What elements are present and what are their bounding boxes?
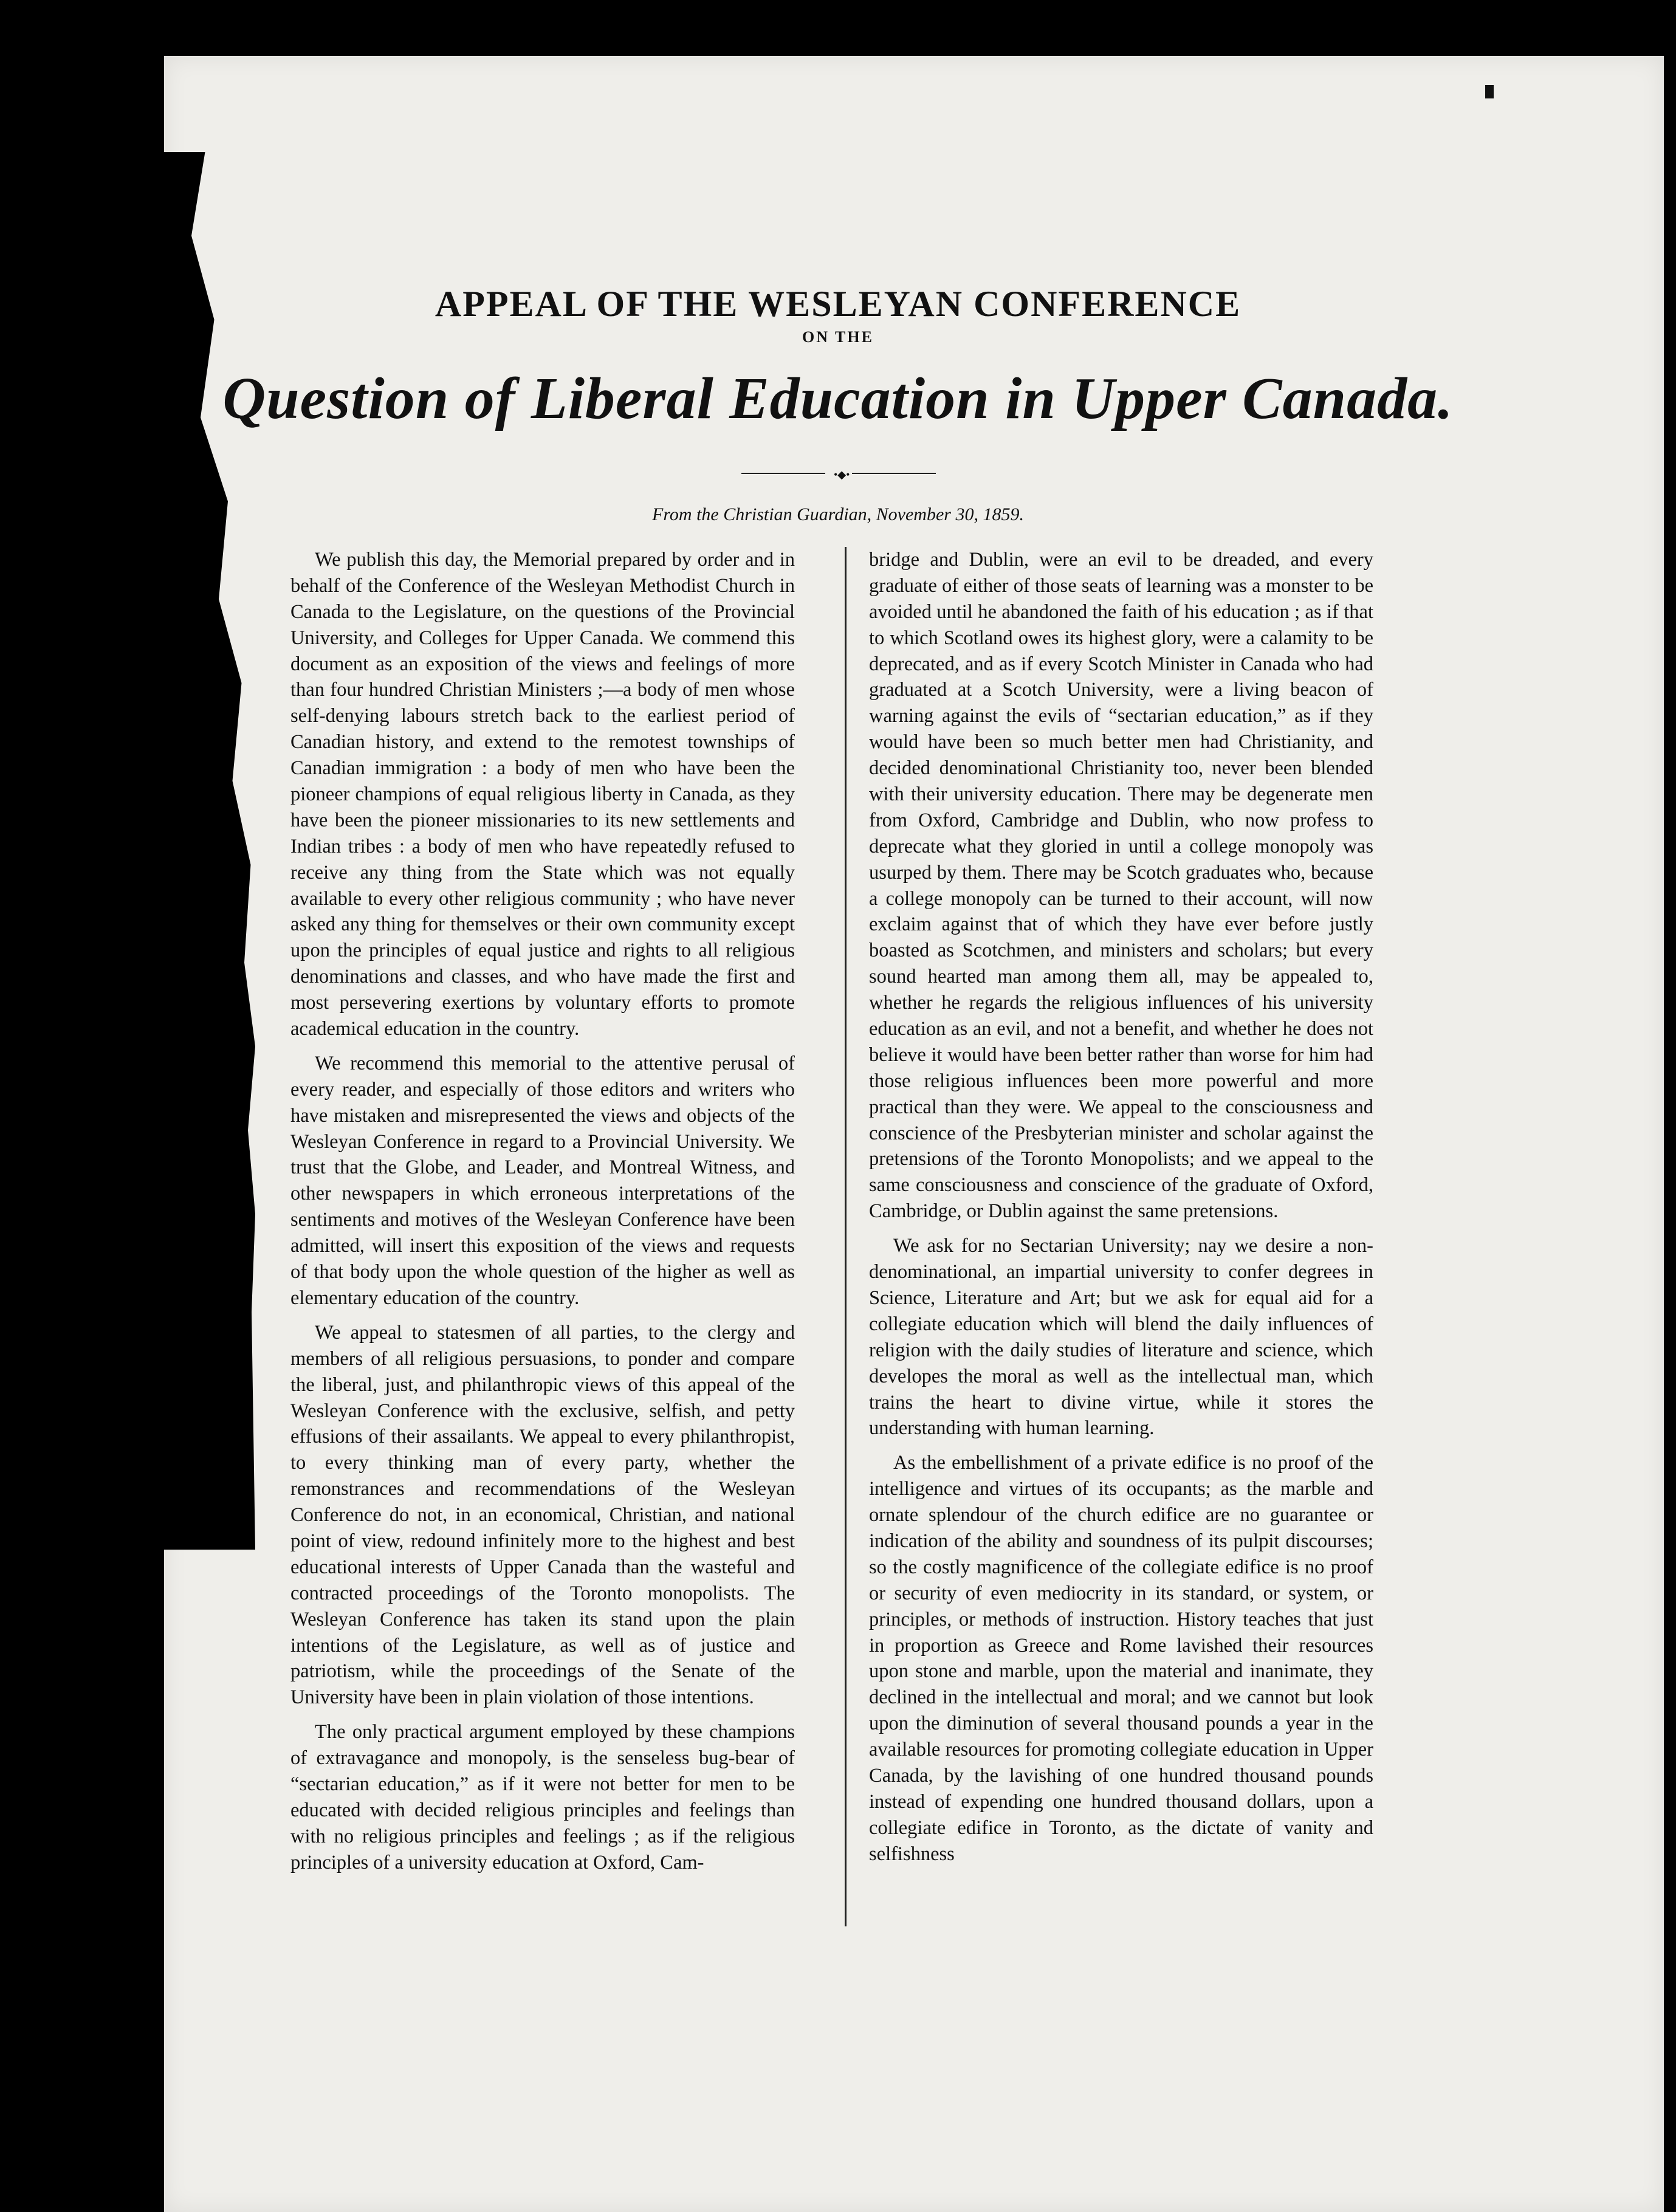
paragraph: The only practical argument employed by these champions of extravagance and monopoly, is the senseless bug-bear of “sectarian education,” as if it were not better for men to be educated with decided religious principles and feelings than with no religious principles and feelings ; as if the religious principles of a university education at Oxford, Cam- bbox=[290, 1721, 795, 1874]
paragraph: We ask for no Sectarian University; nay we desire a non-denominational, an impartial university to confer degrees in Science, Literature and Art; but we ask for equal aid for a collegiate education which will blend the daily influences of religion with the daily studies of literature and science, which developes the moral as well as the intellectual man, which trains the heart to divine virtue, while it stores the understanding with human learning. bbox=[869, 1235, 1373, 1440]
paragraph: We appeal to statesmen of all parties, to the clergy and members of all religious persuasions, to ponder and compare the liberal, just, and philanthropic views of this appeal of the Wesleyan Conference with the exclusive, selfish, and petty effusions of their assailants. We appeal to every philanthropist, to every thinking man of every party, whether the remonstrances and recommendations of the Wesleyan Conference do not, in an economical, Christian, and national point of view, redound infinitely more to the highest and best educational interests of Upper Canada than the wasteful and contracted proceedings of the Toronto monopolists. The Wesleyan Conference has taken its stand upon the plain intentions of the Legislature, as well as of justice and patriotism, while the proceedings of the Senate of the University have been in plain violation of those intentions. bbox=[290, 1321, 795, 1709]
title-line-2: ON THE bbox=[802, 328, 874, 346]
rule-left bbox=[741, 473, 825, 474]
title-line-1: APPEAL OF THE WESLEYAN CONFERENCE bbox=[434, 284, 1242, 324]
right-column bbox=[869, 547, 1373, 1876]
paragraph: We recommend this memorial to the attentive perusal of every reader, and especially of those editors and writers who have mistaken and misrepresented the views and objects of the Wesleyan Conference in regard to a Provincial University. We trust that the Globe, and Leader, and Montreal Witness, and other newspapers in which erroneous interpretations of the sentiments and motives of the Wesleyan Conference have been admitted, will insert this exposition of the views and requests of that body upon the whole question of the higher as well as elementary education of the country. bbox=[290, 1052, 795, 1309]
paragraph: As the embellishment of a private edifice is no proof of the intelligence and virtues of its occupants; as the marble and ornate splendour of the church edifice are no guarantee or indication of the ability and soundness of its pulpit discourses; so the costly magnificence of the collegiate edifice is no proof or security of even mediocrity in its standard, or system, or principles, or methods of instruction. History teaches that just in proportion as Greece and Rome lavished their resources upon stone and marble, upon the material and inanimate, they declined in the intellectual and moral; and we cannot but look upon the diminution of several thousand pounds a year in the available resources for promoting collegiate education in Upper Canada, by the lavishing of one hundred thousand pounds instead of expending one hundred thousand dollars, upon a collegiate edifice in Toronto, as the dictate of vanity and selfishness bbox=[869, 1452, 1373, 1865]
corner-mark bbox=[1485, 85, 1494, 98]
paragraph: We publish this day, the Memorial prepared by order and in behalf of the Conference of the Wesleyan Methodist Church in Canada to the Legislature, on the questions of the Provincial University, and Colleges for Upper Canada. We commend this document as an exposition of the views and feelings of more than four hundred Christian Ministers ;—a body of men whose self-denying labours stretch back to the earliest period of Canadian history, and extend to the remotest townships of Canadian immigration : a body of men who have been the pioneer champions of equal religious liberty in Canada, as they have been the pioneer missionaries to its new settlements and Indian tribes : a body of men who have repeatedly refused to receive any thing from the State which was not equally available to every other religious community ; who have never asked any thing for themselves or their own community except upon the principles of equal justice and rights to all religious denominations and classes, and who have made the first and most persevering exertions by voluntary efforts to promote academical education in the country. bbox=[290, 549, 795, 1040]
left-column bbox=[290, 547, 795, 1884]
ornamental-rule bbox=[741, 469, 936, 481]
source-line: From the Christian Guardian, November 30, 1859. bbox=[652, 504, 1024, 524]
paragraph: bridge and Dublin, were an evil to be dreaded, and every graduate of either of those seats of learning was a monster to be avoided until he abandoned the faith of his education ; as if that to which Scotland owes its highest glory, were a calamity to be deprecated, and as if every Scotch Minister in Canada who had graduated at a Scotch University, were a living beacon of warning against the evils of “sectarian education,” as if they would have been so much better men had Christianity, and decided denominational Christianity too, never been blended with their university education. There may be degenerate men from Oxford, Cambridge and Dublin, who now profess to deprecate what they gloried in until a college monopoly was usurped by them. There may be Scotch graduates who, because a college monopoly can be turned to their account, will now exclaim against that of which they have ever before justly boasted as Scotchmen, and ministers and scholars; but every sound hearted man among them all, may be appealed to, whether he regards the religious influences of his university education as an evil, and not a benefit, and whether he does not believe it would have been better rather than worse for him had those religious influences been more powerful and more practical than they were. We appeal to the consciousness and conscience of the Presbyterian minister and scholar against the pretensions of the Toronto Monopolists; and we appeal to the same consciousness and conscience of the graduate of Oxford, Cambridge, or Dublin against the same pretensions. bbox=[869, 549, 1373, 1223]
column-divider bbox=[845, 547, 847, 1926]
rule-right bbox=[852, 473, 936, 474]
ornament-icon: •◆• bbox=[834, 469, 850, 481]
title-line-3: Question of Liberal Education in Upper Canada. bbox=[222, 366, 1454, 431]
